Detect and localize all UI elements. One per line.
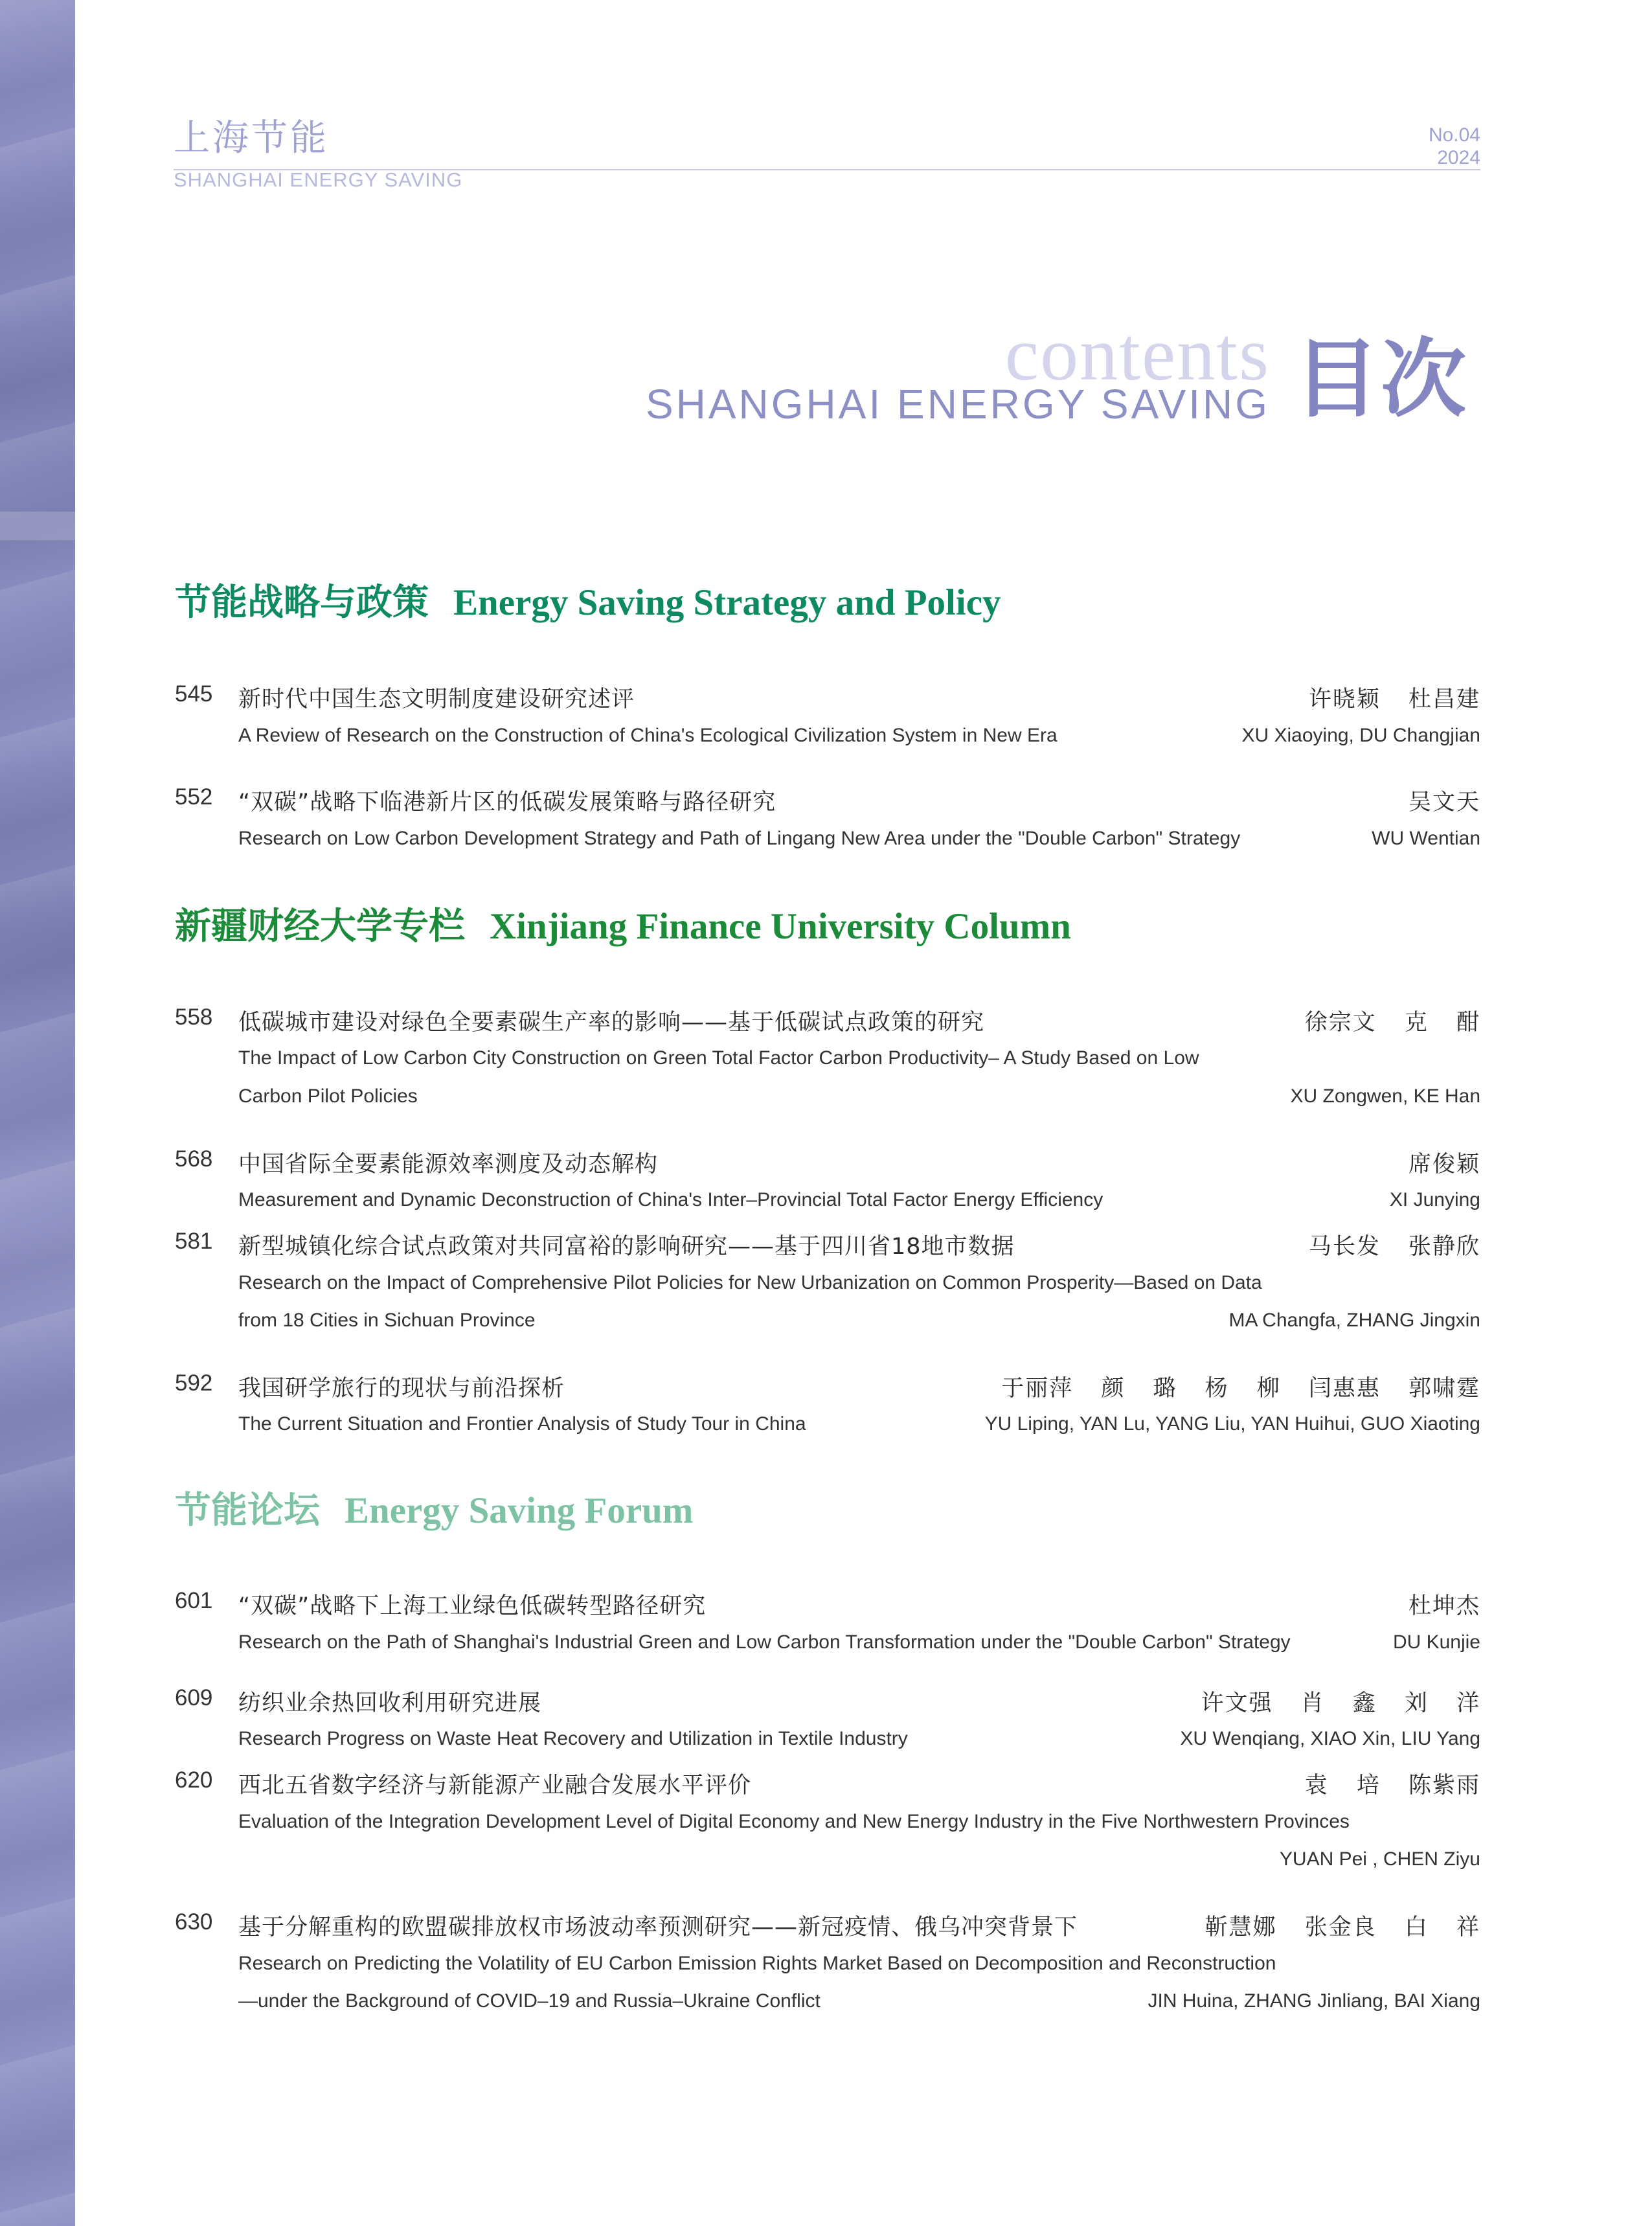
article-title-en-continued: —under the Background of COVID–19 and Russia–Ukraine Conflict [238, 1990, 820, 2012]
article-title-cn[interactable]: 低碳城市建设对绿色全要素碳生产率的影响——基于低碳试点政策的研究 [238, 1010, 985, 1036]
article-title-en: Research on Predicting the Volatility of EU Carbon Emission Rights Market Based on Decomposition and Reconstruction [238, 1953, 1276, 1974]
toc-entry-620-cn[interactable] [175, 1767, 1480, 1799]
article-title-en: Measurement and Dynamic Deconstruction of China's Inter–Provincial Total Factor Energy Efficiency [238, 1189, 1103, 1210]
article-title-en: Research Progress on Waste Heat Recovery and Utilization in Textile Industry [238, 1728, 908, 1749]
toc-entry-568-cn[interactable] [175, 1146, 1480, 1175]
toc-entry-558-en-line1 [175, 1047, 1480, 1076]
article-title-cn[interactable]: 纺织业余热回收利用研究进展 [238, 1690, 542, 1716]
toc-entry-558-en-line2 [175, 1085, 1480, 1114]
authors-en: WU Wentian [1372, 828, 1480, 849]
section-title-en: Energy Saving Forum [345, 1490, 694, 1531]
article-title-en: Research on the Impact of Comprehensive Pilot Policies for New Urbanization on Common Prosperity—Based on Data [238, 1272, 1262, 1293]
article-title-en-continued: from 18 Cities in Sichuan Province [238, 1310, 536, 1331]
toc-entry-558-cn[interactable] [175, 1005, 1480, 1036]
page-number: 620 [175, 1767, 213, 1793]
toc-entry-601-cn[interactable] [175, 1588, 1480, 1617]
authors-cn: 袁 培 陈紫雨 [1304, 1773, 1480, 1799]
authors-en: XI Junying [1389, 1189, 1480, 1210]
authors-cn: 吴文天 [1408, 789, 1480, 815]
toc-entry-609-cn[interactable] [175, 1685, 1480, 1714]
article-title-cn[interactable]: 基于分解重构的欧盟碳排放权市场波动率预测研究——新冠疫情、俄乌冲突背景下 [238, 1914, 1078, 1940]
page-number: 545 [175, 681, 213, 707]
toc-entry-581-en-line1 [175, 1272, 1480, 1300]
article-title-en: Research on the Path of Shanghai's Industrial Green and Low Carbon Transformation under the "Double Carbon" Strategy [238, 1631, 1291, 1653]
contents-journal-en: SHANGHAI ENERGY SAVING [645, 381, 1270, 427]
authors-en: XU Zongwen, KE Han [1290, 1085, 1480, 1107]
section-heading-energy-forum [175, 1489, 694, 1532]
page-number: 552 [175, 784, 213, 810]
toc-entry-630-en-line2 [175, 1990, 1480, 2019]
authors-en: JIN Huina, ZHANG Jinliang, BAI Xiang [1148, 1990, 1480, 2012]
authors-cn: 于丽萍 颜 璐 杨 柳 闫惠惠 郭啸霆 [1001, 1376, 1480, 1402]
page-number: 609 [175, 1685, 213, 1710]
toc-entry-630-en-line1 [175, 1953, 1480, 1981]
toc-entry-620-en-line1 [175, 1811, 1480, 1839]
toc-entry-568-en [175, 1189, 1480, 1218]
authors-en: XU Xiaoying, DU Changjian [1241, 725, 1480, 746]
authors-cn: 马长发 张静欣 [1308, 1234, 1480, 1260]
authors-cn: 席俊颖 [1408, 1152, 1480, 1177]
authors-cn: 靳慧娜 张金良 白 祥 [1205, 1914, 1480, 1940]
authors-en: YU Liping, YAN Lu, YANG Liu, YAN Huihui, GUO Xiaoting [984, 1413, 1480, 1435]
toc-entry-581-cn[interactable] [175, 1229, 1480, 1260]
authors-cn: 杜坤杰 [1408, 1593, 1480, 1619]
authors-en: DU Kunjie [1392, 1631, 1480, 1653]
section-heading-strategy-policy [175, 581, 1001, 624]
article-title-cn[interactable]: 我国研学旅行的现状与前沿探析 [238, 1376, 565, 1402]
authors-cn: 许文强 肖 鑫 刘 洋 [1201, 1690, 1480, 1716]
toc-entry-609-en [175, 1728, 1480, 1756]
issue-year: 2024 [1437, 146, 1480, 168]
section-title-cn: 节能战略与政策 [175, 581, 429, 624]
page-number: 558 [175, 1005, 213, 1030]
toc-entry-545-cn[interactable] [175, 681, 1480, 710]
toc-entry-630-cn[interactable] [175, 1909, 1480, 1938]
page-number: 592 [175, 1370, 213, 1396]
section-title-cn: 新疆财经大学专栏 [175, 905, 465, 948]
article-title-cn[interactable]: 西北五省数字经济与新能源产业融合发展水平评价 [238, 1773, 752, 1799]
authors-en: YUAN Pei , CHEN Ziyu [1279, 1848, 1480, 1870]
article-title-en: Research on Low Carbon Development Strategy and Path of Lingang New Area under the "Double Carbon" Strategy [238, 828, 1241, 849]
article-title-cn[interactable]: 新时代中国生态文明制度建设研究述评 [238, 687, 635, 712]
contents-title-cn: 目次 [1294, 330, 1467, 429]
issue-number: No.04 [1428, 124, 1480, 146]
contents-word: contents [1004, 312, 1270, 396]
authors-cn: 徐宗文 克 酣 [1304, 1010, 1480, 1036]
section-heading-xinjiang-column [175, 905, 1071, 948]
side-strip-band [0, 512, 75, 540]
toc-entry-552-en [175, 828, 1480, 856]
authors-cn: 许晓颖 杜昌建 [1308, 687, 1480, 712]
article-title-en: The Impact of Low Carbon City Construction on Green Total Factor Carbon Productivity– A Study Based on Low [238, 1047, 1199, 1069]
section-title-cn: 节能论坛 [175, 1489, 320, 1532]
decorative-side-strip [0, 0, 75, 2226]
page-number: 630 [175, 1909, 213, 1935]
page-number: 568 [175, 1146, 213, 1172]
toc-entry-592-en [175, 1413, 1480, 1442]
toc-entry-601-en [175, 1631, 1480, 1660]
toc-entry-552-cn[interactable] [175, 784, 1480, 813]
toc-entry-581-en-line2 [175, 1310, 1480, 1338]
authors-en: XU Wenqiang, XIAO Xin, LIU Yang [1180, 1728, 1480, 1749]
toc-entry-545-en [175, 725, 1480, 753]
article-title-en: The Current Situation and Frontier Analysis of Study Tour in China [238, 1413, 806, 1435]
article-title-en: Evaluation of the Integration Development Level of Digital Economy and New Energy Industry in the Five Northwestern Provinces [238, 1811, 1350, 1832]
section-title-en: Xinjiang Finance University Column [490, 906, 1071, 947]
journal-name-en: SHANGHAI ENERGY SAVING [174, 168, 463, 191]
page-number: 581 [175, 1229, 213, 1254]
article-title-en-continued: Carbon Pilot Policies [238, 1085, 418, 1107]
page-number: 601 [175, 1588, 213, 1613]
toc-entry-592-cn[interactable] [175, 1370, 1480, 1402]
authors-en: MA Changfa, ZHANG Jingxin [1228, 1310, 1480, 1331]
article-title-cn[interactable]: 中国省际全要素能源效率测度及动态解构 [238, 1152, 659, 1177]
article-title-cn[interactable]: “双碳”战略下上海工业绿色低碳转型路径研究 [238, 1593, 707, 1619]
section-title-en: Energy Saving Strategy and Policy [453, 582, 1001, 623]
journal-name-cn: 上海节能 [174, 117, 329, 159]
toc-entry-620-en-line2 [175, 1848, 1480, 1877]
article-title-cn[interactable]: “双碳”战略下临港新片区的低碳发展策略与路径研究 [238, 789, 776, 815]
issue-info [1429, 124, 1480, 169]
article-title-cn[interactable]: 新型城镇化综合试点政策对共同富裕的影响研究——基于四川省18地市数据 [238, 1234, 1015, 1260]
article-title-en: A Review of Research on the Construction of China's Ecological Civilization System in New Era [238, 725, 1058, 746]
